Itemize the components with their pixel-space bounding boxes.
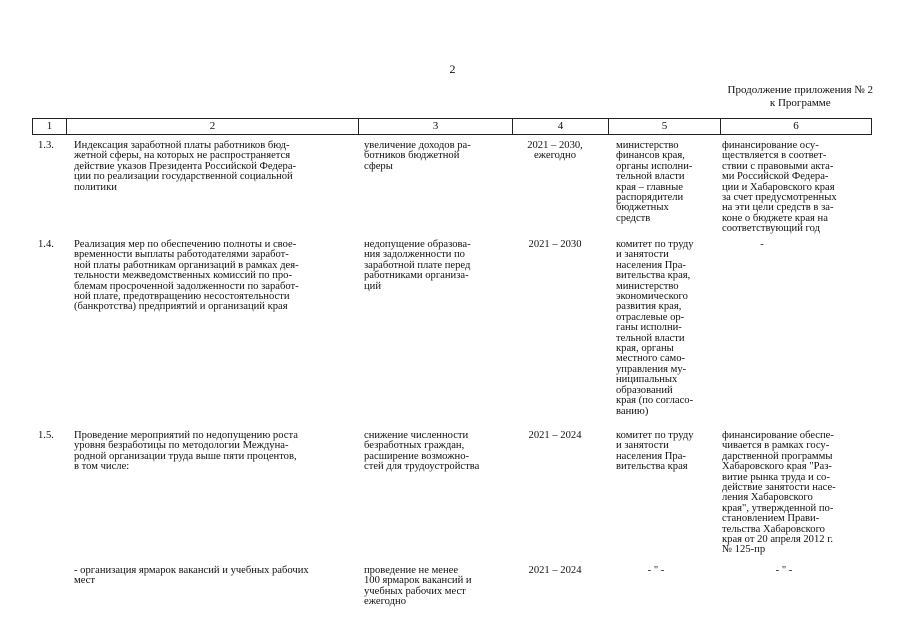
executors: министерство финансов края, органы исполни- тельной власти края – главные распорядители бюджетных средств [616,140,693,224]
expected-result: увеличение доходов ра- ботников бюджетной сферы [364,140,471,172]
expected-result: снижение численности безработных граждан, расширение возможно- стей для трудоустройства [364,430,480,473]
executors: комитет по труду и занятости населения Пра- вительства края [616,430,694,473]
implementation-term: 2021 – 2024 [528,430,582,441]
table-header-row [32,118,872,135]
page-number: 2 [449,62,456,76]
expected-result: проведение не менее 100 ярмарок вакансий и учебных рабочих мест ежегодно [364,565,472,608]
financing-source: - [760,239,764,250]
financing-source: финансирование осу- ществляется в соответ- ствии с правовыми акта- ми Российской Федера- ции и Хабаровского края за счет предусмотренных на эти цели средств в за- коне о бюджете края на соответствующий год [722,140,837,235]
row-number: 1.3. [38,140,54,151]
financing-source: финансирование обеспе- чивается в рамках госу- дарственной программы Хабаровского края "Раз- витие рынка труда и со- действие занятости насе- ления Хабаровского края", утвержденной по- становлением Прави- тельства Хабаровского края от 20 апреля 2012 г. № 125-пр [722,430,836,556]
measure-name: Проведение мероприятий по недопущению роста уровня безработицы по методологии Междуна- родной организации труда выше пяти процентов, в том числе: [74,430,298,473]
row-number: 1.5. [38,430,54,441]
financing-source: - " - [775,565,793,576]
measure-name: Индексация заработной платы работников бюд- жетной сферы, на которых не распространяется действие указов Президента Российской Федера- ции по реализации государственной социальной политики [74,140,297,193]
header-col-3: 3 [358,119,512,134]
measure-name: - организация ярмарок вакансий и учебных рабочих мест [74,565,309,587]
executors: - " - [647,565,665,576]
executors: комитет по труду и занятости населения Пра- вительства края, министерство экономического развития края, отраслевые ор- ганы исполни- тельной власти края, органы местного само- управления му- ниципальных образований края (по согласо- ванию) [616,239,694,417]
implementation-term: 2021 – 2024 [528,565,582,576]
appendix-line-1: Продолжение приложения № 2 [727,84,873,96]
measure-name: Реализация мер по обеспечению полноты и свое- временности выплаты работодателями заработ- ной платы работникам организаций в рамках дея- тельности межведомственных комиссий по про- блемам просроченной задолженности по заработ- ной плате, предотвращению несостоятельности (банкротства) предприятий и организаций края [74,239,299,313]
implementation-term: 2021 – 2030, ежегодно [527,140,583,162]
appendix-line-2: к Программе [769,97,831,109]
expected-result: недопущение образова- ния задолженности по заработной плате перед работниками организа- ций [364,239,471,292]
appendix-caption [728,84,873,110]
header-col-6: 6 [720,119,872,134]
measures-table [32,118,872,608]
header-col-5: 5 [608,119,720,134]
header-col-2: 2 [66,119,358,134]
row-number: 1.4. [38,239,54,250]
header-col-1: 1 [32,119,66,134]
header-col-4: 4 [512,119,608,134]
implementation-term: 2021 – 2030 [528,239,582,250]
